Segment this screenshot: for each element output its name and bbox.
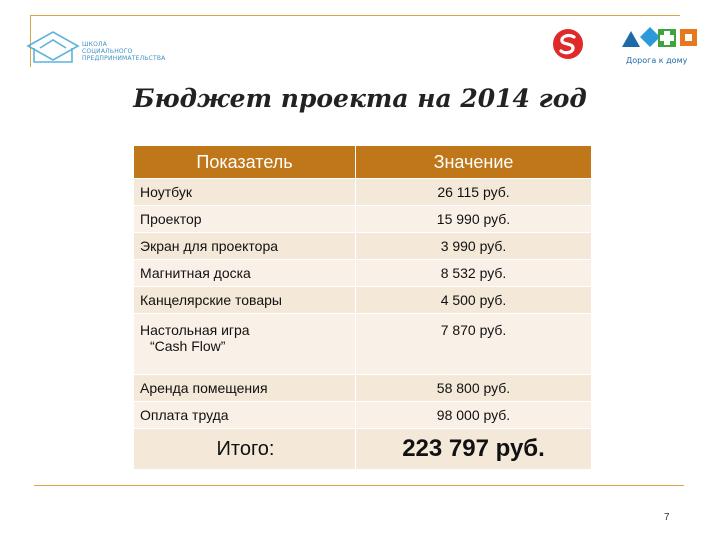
table-row: [134, 402, 592, 429]
row-name: Экран для проектора: [134, 233, 356, 260]
table-row: [134, 287, 592, 314]
row-name: Оплата труда: [134, 402, 356, 429]
table-row: [134, 179, 592, 206]
table-row: [134, 375, 592, 402]
row-value: 15 990 руб.: [356, 206, 592, 233]
row-value: 26 115 руб.: [356, 179, 592, 206]
row-name: Магнитная доска: [134, 260, 356, 287]
row-value: 98 000 руб.: [356, 402, 592, 429]
s-logo-icon: [552, 28, 584, 60]
row-name: Аренда помещения: [134, 375, 356, 402]
table-row: [134, 260, 592, 287]
top-rule: [30, 15, 680, 16]
row-value: 58 800 руб.: [356, 375, 592, 402]
row-name-line1: Настольная игра: [140, 322, 250, 338]
row-name: Проектор: [134, 206, 356, 233]
row-name: [134, 314, 356, 375]
header-indicator: Показатель: [134, 146, 356, 179]
table-row: [134, 314, 592, 375]
row-name: Ноутбук: [134, 179, 356, 206]
table-row: [134, 206, 592, 233]
budget-table: [133, 145, 592, 470]
total-label: Итого:: [134, 429, 356, 470]
row-value: 4 500 руб.: [356, 287, 592, 314]
row-name-line2: “Cash Flow”: [150, 338, 226, 354]
slide-title: Бюджет проекта на 2014 год: [133, 84, 587, 113]
row-value: 3 990 руб.: [356, 233, 592, 260]
table-row: [134, 233, 592, 260]
page-number: 7: [664, 512, 670, 523]
total-row: [134, 429, 592, 470]
row-value: 8 532 руб.: [356, 260, 592, 287]
row-value: 7 870 руб.: [356, 314, 592, 375]
table-header-row: [134, 146, 592, 179]
row-name: Канцелярские товары: [134, 287, 356, 314]
school-logo-text: ШКОЛА СОЦИАЛЬНОГО ПРЕДПРИНИМАТЕЛЬСТВА: [82, 41, 166, 62]
bottom-rule: [34, 485, 684, 486]
total-value: 223 797 руб.: [356, 429, 592, 470]
road-home-logo-text: Дорога к дому: [626, 56, 688, 65]
header-value: Значение: [356, 146, 592, 179]
